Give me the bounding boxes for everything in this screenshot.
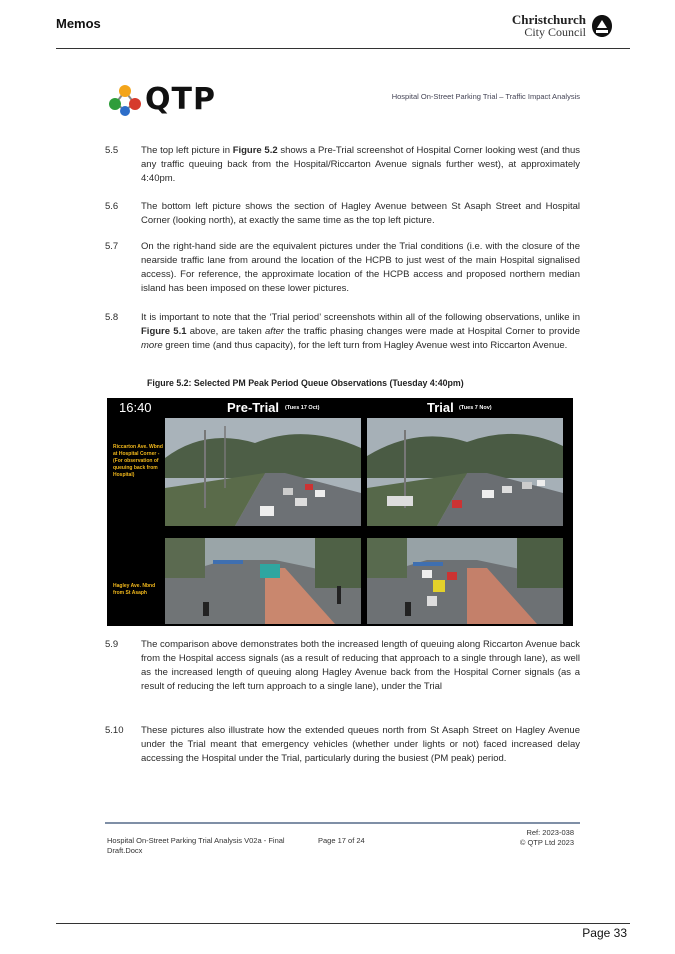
paragraph-text [141,144,580,186]
paragraph-text-run: These pictures also illustrate how the extended queues north from St Asaph Street on Hagley Avenue under the Trial meant that emergency vehicles (whether under lights or not) faced increased delay accessing the Hospital under the Trial, particularly during the busiest (PM peak) period. [141,725,580,764]
report-ref: Ref: 2023-038 [526,828,574,837]
queue-observation-figure [107,398,573,626]
report-running-title: Hospital On-Street Parking Trial – Traffic Impact Analysis [391,92,580,101]
paragraph-text-run: above, are taken [186,326,266,337]
paragraph-text [141,200,580,228]
council-logo [512,14,613,38]
paragraph-text-run: On the right-hand side are the equivalent pictures under the Trial conditions (i.e. with the closure of the nearside traffic lane from around the location of the HCPB to just west of the main Hospital signalised access). For reference, the approximate location of the HCPB access and proposed northern median island has been imposed on these lower pictures. [141,241,580,294]
paragraph-text-run: Figure 5.1 [141,326,187,337]
paragraph-number: 5.8 [105,312,119,323]
paragraph-number: 5.6 [105,201,119,212]
qtp-molecule-icon [107,83,143,117]
report-footer-ref [520,828,574,848]
paragraph-text-run: shows a Pre-Trial screenshot of Hospital Corner looking west (and thus any traffic queuing back from the Hospital/Riccarton Avenue signals further west), at approximately 4:40pm. [141,145,581,184]
trial-hagley-photo [367,538,563,624]
council-name-line1: Christchurch [511,12,586,27]
council-name-line2: City Council [524,25,586,39]
pre-trial-label: Pre-Trial [227,400,280,415]
paragraph-number: 5.10 [105,725,124,736]
pre-trial-date: (Tues 17 Oct) [285,405,320,411]
council-emblem-icon [591,14,613,38]
paragraph [105,144,580,186]
pre-trial-hagley-photo [165,538,361,624]
report-copyright: © QTP Ltd 2023 [519,838,574,847]
paragraph-text [141,240,580,296]
qtp-wordmark: QTP [145,82,216,117]
paragraph-text [141,724,580,766]
footer-rule [56,923,630,924]
qtp-logo [107,82,216,117]
report-footer-rule [105,822,580,824]
figure-time: 16:40 [119,400,152,415]
paragraph [105,638,580,694]
riccarton-ave-label: Riccarton Ave. Wbnd at Hospital Corner - (For observation of queuing back from Hospital) [113,444,163,478]
memos-label: Memos [56,16,101,31]
page-number: Page 33 [582,926,627,940]
paragraph [105,200,580,228]
paragraph [105,724,580,766]
paragraph-text [141,638,580,694]
paragraph-text-run: the traffic phasing changes were made at Hospital Corner to provide [284,326,580,337]
paragraph [105,311,580,353]
trial-label: Trial [427,400,454,415]
paragraph [105,240,580,296]
report-page-number: Page 17 of 24 [318,836,365,845]
report-header [105,80,580,124]
paragraph-number: 5.9 [105,639,119,650]
paragraph-text-run: more [141,340,163,351]
pre-trial-riccarton-photo [165,418,361,526]
paragraph-text-run: green time (and thus capacity), for the left turn from Hagley Avenue west into Riccarton Avenue. [162,340,568,351]
paragraph-text-run: The comparison above demonstrates both the increased length of queuing along Riccarton Avenue back from the Hospital access signals (as a result of reducing that approach to a single through lane), as well as the increased length of queuing along Hagley Avenue back from the Hospital Corner signals (as a result of reducing the left turn approach to a single lane), under the Trial [141,639,580,692]
paragraph-text-run: The top left picture in [141,145,233,156]
paragraph-text-run: It is important to note that the ‘Trial period’ screenshots within all of the following observations, unlike in [141,312,580,323]
paragraph-text-run: after [265,326,285,337]
report-footer-filename: Hospital On-Street Parking Trial Analysis V02a - Final Draft.Docx [107,836,285,855]
trial-date: (Tues 7 Nov) [459,405,492,411]
figure-caption: Figure 5.2: Selected PM Peak Period Queue Observations (Tuesday 4:40pm) [147,378,464,388]
memo-header [0,0,675,50]
paragraph-text [141,311,580,353]
paragraph-text-run: The bottom left picture shows the section of Hagley Avenue between St Asaph Street and Hospital Corner (looking north), at exactly the same time as the top left picture. [141,201,580,226]
header-rule [56,48,630,49]
paragraph-number: 5.5 [105,145,119,156]
hagley-ave-label: Hagley Ave. Nbnd from St Asaph [113,583,156,596]
paragraph-number: 5.7 [105,241,119,252]
paragraph-text-run: Figure 5.2 [232,145,278,156]
trial-riccarton-photo [367,418,563,526]
